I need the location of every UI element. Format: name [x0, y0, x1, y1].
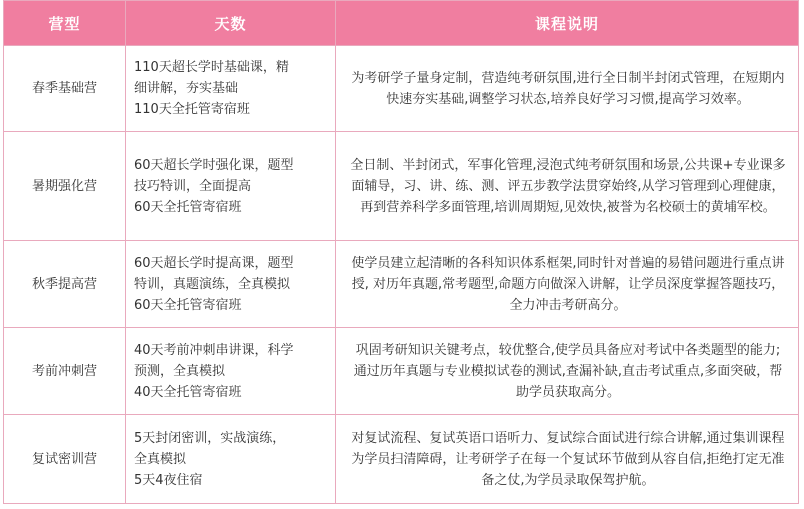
days-line: 特训，真题演练，全真模拟: [134, 276, 291, 292]
days-line: 60天全托管寄宿班: [134, 199, 242, 215]
table-row: [4, 132, 799, 241]
days-line: 40天全托管寄宿班: [134, 384, 242, 400]
header-description: 课程说明: [336, 1, 799, 46]
days-line: 60天全托管寄宿班: [134, 297, 242, 313]
days-line: 40天考前冲刺串讲课，科学: [134, 342, 294, 358]
days-line: 60天超长学时强化课，题型: [134, 157, 294, 173]
course-table-container: [3, 0, 798, 504]
table-row: [4, 415, 799, 504]
days-line: 预测，全真模拟: [134, 363, 226, 379]
camp-type: 暑期强化营: [4, 132, 126, 241]
camp-description: 巩固考研知识关键考点，较优整合,使学员具备应对考试中各类题型的能力;通过历年真题与专业模拟试卷的测试,查漏补缺,直击考试重点,多面突破，帮助学员获取高分。: [336, 328, 799, 415]
days-line: 细讲解，夯实基础: [134, 81, 239, 96]
days-line: 全真模拟: [134, 451, 187, 467]
days-line: 110天超长学时基础课，精: [134, 60, 289, 75]
table-row: [4, 328, 799, 415]
camp-days: [126, 132, 336, 241]
camp-days: [126, 46, 336, 132]
camp-description: 对复试流程、复试英语口语听力、复试综合面试进行综合讲解,通过集训课程为学员扫清障碍，让考研学子在每一个复试环节做到从容自信,拒绝打定无准备之仗,为学员录取保驾护航。: [336, 415, 799, 504]
camp-days: [126, 241, 336, 328]
days-line: 60天超长学时提高课，题型: [134, 255, 294, 271]
header-type: 营型: [4, 1, 126, 46]
camp-description: 使学员建立起清晰的各科知识体系框架,同时针对普遍的易错问题进行重点讲授, 对历年真题,常考题型,命题方向做深入讲解，让学员深度掌握答题技巧，全力冲击考研高分。: [336, 241, 799, 328]
camp-description: 为考研学子量身定制，营造纯考研氛围,进行全日制半封闭式管理，在短期内快速夯实基础,调整学习状态,培养良好学习习惯,提高学习效率。: [336, 46, 799, 132]
camp-type: 考前冲刺营: [4, 328, 126, 415]
camp-description: 全日制、半封闭式，军事化管理,浸泡式纯考研氛围和场景,公共课+专业课多面辅导，习、讲、练、测、评五步教学法贯穿始终,从学习管理到心理健康，再到营养科学多面管理,培训周期短,见效快,被誉为名校硕士的黄埔军校。: [336, 132, 799, 241]
days-line: 110天全托管寄宿班: [134, 102, 250, 117]
camp-days: [126, 328, 336, 415]
days-line: 技巧特训，全面提高: [134, 178, 252, 194]
camp-days: [126, 415, 336, 504]
header-row: [4, 1, 799, 46]
camp-type: 春季基础营: [4, 46, 126, 132]
table-row: [4, 241, 799, 328]
header-days: 天数: [126, 1, 336, 46]
table-row: [4, 46, 799, 132]
camp-type: 秋季提高营: [4, 241, 126, 328]
days-line: 5天封闭密训，实战演练，: [134, 430, 286, 446]
camp-type: 复试密训营: [4, 415, 126, 504]
course-table: [3, 0, 799, 504]
days-line: 5天4夜住宿: [134, 472, 203, 488]
